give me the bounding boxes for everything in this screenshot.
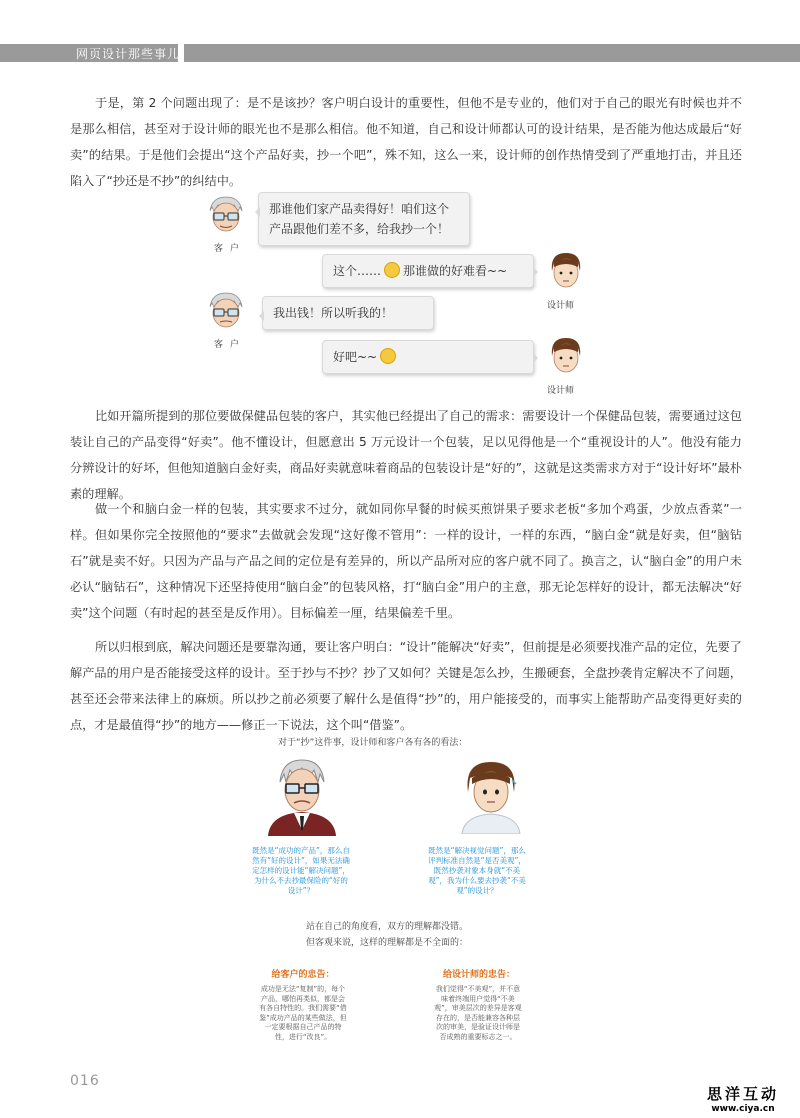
paragraph-1: 于是，第 2 个问题出现了：是不是该抄？客户明白设计的重要性，但他不是专业的，他们对于自己的眼光有时候也并不是那么相信，甚至对于设计师的眼光也不是那么相信。他不知道，自己和设计师都认可的设计结果，是否能为他达成最后“好卖”的结果。于是他们会提出“这个产品好卖，抄一个吧”，殊不知，这么一来，设计师的创作热情受到了严重地打击，并且还陷入了“抄还是不抄”的纠结中。 [70,96,742,188]
client-avatar [204,193,248,237]
site-logo [688,1083,798,1114]
designer-view-text: 既然是“解决视觉问题”，那么评判标准自然是“是否美观”，既然抄袭对象本身就“不美观”，我为什么要去抄袭“不美观”的设计？ [428,846,526,895]
advice-designer-text: 我们觉得“不美观”，并不意味着终端用户觉得“不美观”，审美层次的差异是客观存在的，是否能兼容各种层次的审美，是验证设计师是否成熟的重要标志之一。 [434,985,522,1041]
paragraph-4: 所以归根到底，解决问题还是要靠沟通，要让客户明白：“设计”能解决“好卖”，但前提是必须要找准产品的定位，先要了解产品的用户是否能接受这样的设计。至于抄与不抄？抄了又如何？关键是怎么抄，生搬硬套，全盘抄袭肯定解决不了问题，甚至还会带来法律上的麻烦。所以抄之前必须要了解什么是值得“抄”的，用户能接受的，而事实上能帮助产品变得更好卖的点，才是最值得“抄”的地方——修正一下说法，这个叫“借鉴”。 [70,640,742,732]
client-message-2: 我出钱！所以听我的！ [262,296,434,330]
designer-label: 设计师 [547,301,575,311]
designer-message-1-text-b: 那谁做的好难看~~ [403,264,508,278]
advice-client-text: 成功是无法“复制”的，每个产品，哪怕再类似，都是会有各自特性的。我们需要“借鉴”成功产品的某些做法，但一定要根据自己产品的特性，进行“改良”。 [259,985,347,1041]
paragraph-3: 做一个和脑白金一样的包装，其实要求不过分，就如同你早餐的时候买煎饼果子要求老板“多加个鸡蛋，少放点香菜”一样。但如果你完全按照他的“要求”去做就会发现“这好像不管用”：一样的设计，一样的东西，“脑白金“就是好卖，但“脑钻石”就是卖不好。只因为产品与产品之间的定位是有差异的，所以产品所对应的客户就不同了。换言之，认“脑白金”的用户未必认“脑钻石”，这种情况下还坚持使用“脑白金”的包装风格，打“脑白金”用户的主意，那无论怎样好的设计，都无法解决“好卖”这个问题（有时起的甚至是反作用）。目标偏差一厘，结果偏差千里。 [70,502,742,620]
client-view-text: 既然是“成功的产品”，那么自然有“好的设计”，如果无法确定怎样的设计能“解决问题”，为什么不去抄最保险的“好的设计”？ [252,846,350,895]
designer-avatar [544,334,588,378]
sweat-emoji-icon [380,348,396,364]
infographic-title: 对于“抄”这件事，设计师和客户各有各的看法： [278,738,468,748]
designer-message-2 [322,340,534,374]
logo-text: 思洋互动 [706,1085,779,1103]
designer-label: 设计师 [547,386,575,396]
advice-designer-title: 给设计师的忠告： [442,970,515,980]
client-message-1: 那谁他们家产品卖得好！咱们这个产品跟他们差不多，给我抄一个！ [258,192,470,246]
awkward-emoji-icon [384,262,400,278]
client-illustration [262,758,342,836]
designer-avatar [544,249,588,293]
designer-illustration [456,758,526,834]
logo-url: www.ciya.cn [711,1104,775,1114]
client-label: 客 户 [214,244,241,254]
designer-message-1-text: 这个…… [333,264,382,278]
summary-line-2: 但客观来说，这样的理解都是不全面的： [306,938,469,948]
summary-line-1: 站在自己的角度看，双方的理解都没错。 [306,922,469,932]
advice-client-title: 给客户的忠告： [271,970,335,980]
header-title: 网页设计那些事儿 [76,47,181,61]
client-label: 客 户 [214,340,241,350]
designer-message-2-text: 好吧~~ [333,350,378,364]
client-avatar [204,289,248,333]
paragraph-2: 比如开篇所提到的那位要做保健品包装的客户，其实他已经提出了自己的需求：需要设计一个保健品包装，需要通过这包装让自己的产品变得“好卖”。他不懂设计，但愿意出 5 万元设计一个包装，足以见得他是一个“重视设计的人”。他没有能力分辨设计的好坏，但他知道脑白金好卖，商品好卖就意味着商品的包装设计是“好的”，这就是这类需求方对于“设计好坏”最朴素的理解。 [70,409,742,501]
designer-message-1 [322,254,534,288]
page-number: 016 [70,1073,100,1089]
